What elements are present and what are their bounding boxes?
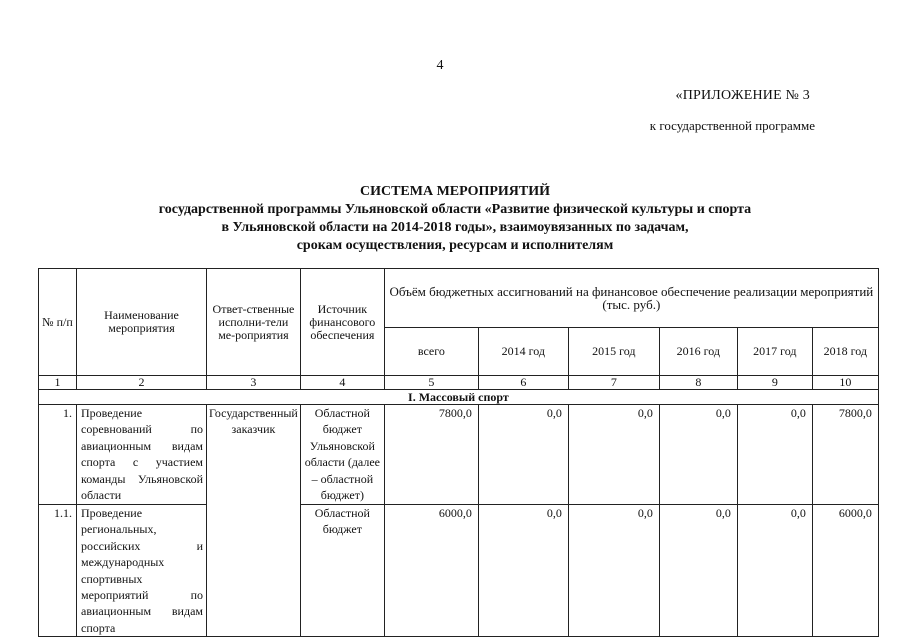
title-line-1: СИСТЕМА МЕРОПРИЯТИЙ <box>359 184 551 199</box>
header-budget: Объём бюджетных ассигнований на финансовое обеспечение реализации мероприятий (тыс. руб.) <box>384 269 878 328</box>
row-num: 1. <box>39 405 77 505</box>
header-2017: 2017 год <box>737 328 812 376</box>
row-2014: 0,0 <box>478 405 568 505</box>
col-number-1: 1 <box>39 376 77 390</box>
table-row <box>39 505 879 637</box>
header-2014: 2014 год <box>478 328 568 376</box>
row-executor: Государственный заказчик <box>207 405 301 637</box>
row-2017: 0,0 <box>737 405 812 505</box>
row-2015: 0,0 <box>568 505 659 637</box>
row-2016: 0,0 <box>659 405 737 505</box>
row-total: 7800,0 <box>384 405 478 505</box>
title-line-3: в Ульяновской области на 2014-2018 годы», взаимоувязанных по задачам, <box>221 220 689 235</box>
col-number-9: 9 <box>737 376 812 390</box>
row-2016: 0,0 <box>659 505 737 637</box>
header-name: Наименование мероприятия <box>77 269 207 376</box>
col-number-2: 2 <box>77 376 207 390</box>
col-number-7: 7 <box>568 376 659 390</box>
col-number-4: 4 <box>300 376 384 390</box>
row-2017: 0,0 <box>737 505 812 637</box>
header-num: № п/п <box>39 269 77 376</box>
row-total: 6000,0 <box>384 505 478 637</box>
col-number-10: 10 <box>812 376 878 390</box>
row-num: 1.1. <box>39 505 77 637</box>
row-source: Областной бюджет <box>300 505 384 637</box>
annex-subtitle: к государственной программе <box>649 118 815 133</box>
row-source: Областной бюджет Ульяновской области (далее – областной бюджет) <box>300 405 384 505</box>
col-number-3: 3 <box>207 376 301 390</box>
page-number: 4 <box>436 58 444 73</box>
col-number-5: 5 <box>384 376 478 390</box>
activities-table <box>38 268 879 637</box>
col-number-6: 6 <box>478 376 568 390</box>
table-row <box>39 405 879 505</box>
row-2014: 0,0 <box>478 505 568 637</box>
header-2016: 2016 год <box>659 328 737 376</box>
document-title <box>40 183 870 255</box>
title-line-2: государственной программы Ульяновской области «Развитие физической культуры и спорта <box>158 202 752 217</box>
col-number-8: 8 <box>659 376 737 390</box>
title-line-4: срокам осуществления, ресурсам и исполнителям <box>296 238 614 253</box>
annex-title: «ПРИЛОЖЕНИЕ № 3 <box>675 88 810 103</box>
section-title: I. Массовый спорт <box>39 390 879 405</box>
row-2018: 7800,0 <box>812 405 878 505</box>
header-2018: 2018 год <box>812 328 878 376</box>
header-total: всего <box>384 328 478 376</box>
row-2018: 6000,0 <box>812 505 878 637</box>
header-source: Источник финансового обеспечения <box>300 269 384 376</box>
row-name: Проведение соревнований по авиационным видам спорта с участием команды Ульяновской области <box>77 405 207 505</box>
row-name: Проведение региональных, российских и международных спортивных мероприятий по авиационным видам спорта <box>77 505 207 637</box>
header-2015: 2015 год <box>568 328 659 376</box>
row-2015: 0,0 <box>568 405 659 505</box>
header-executors: Ответ-ственные исполни-тели ме-роприятия <box>207 269 301 376</box>
